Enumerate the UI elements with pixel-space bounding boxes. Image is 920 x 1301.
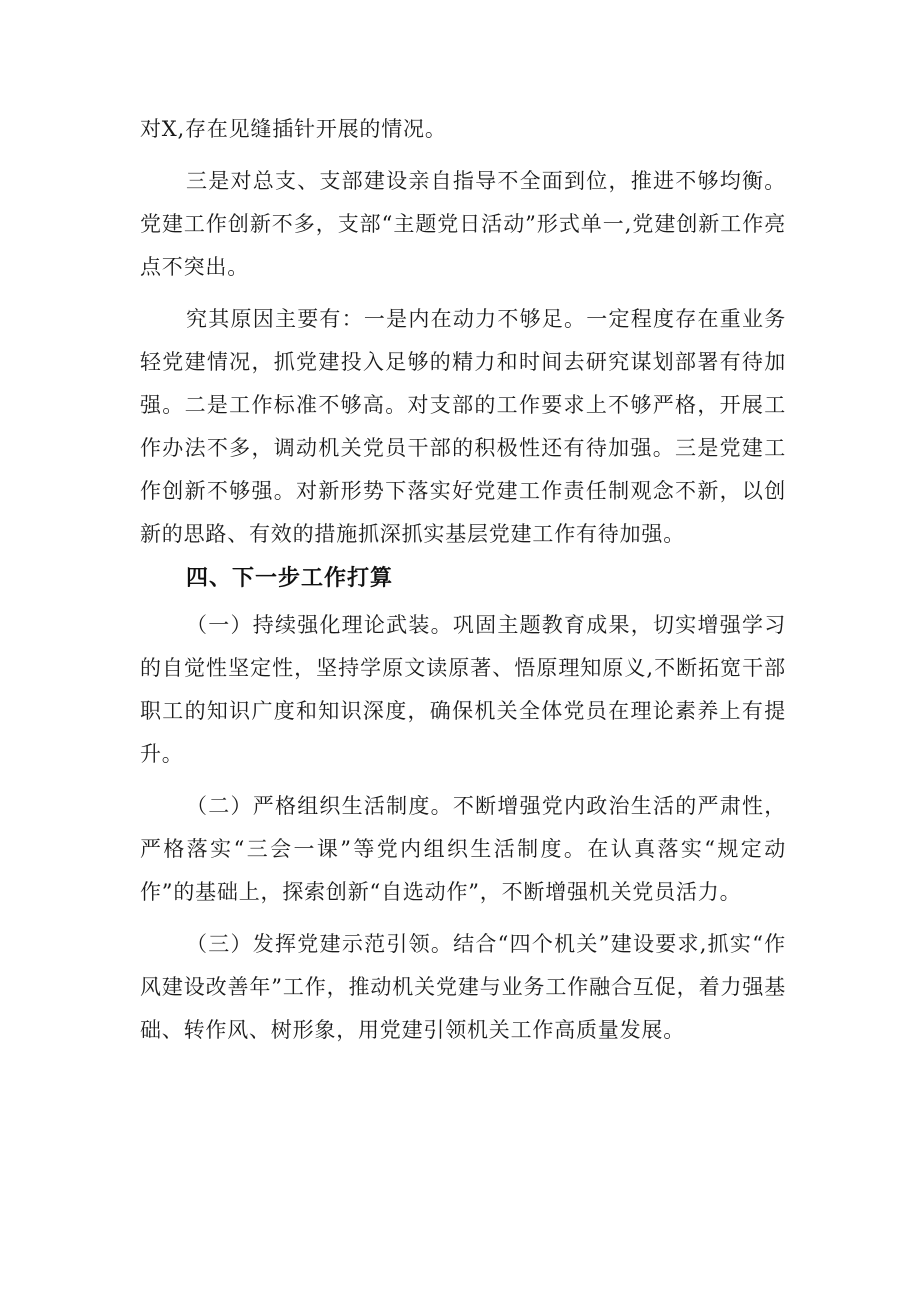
paragraph-third-issue: 三是对总支、支部建设亲自指导不全面到位，推进不够均衡。党建工作创新不多，支部“主题党日活动”形式单一,党建创新工作亮点不突出。 <box>140 169 786 279</box>
section-heading-next-steps: 四、下一步工作打算 <box>186 566 394 591</box>
paragraph-plan-2: （二）严格组织生活制度。不断增强党内政治生活的严肃性，严格落实“三会一课”等党内组织生活制度。在认真落实“规定动作”的基础上，探索创新“自选动作”，不断增强机关党员活力。 <box>140 794 786 904</box>
paragraph-plan-3: （三）发挥党建示范引领。结合“四个机关”建设要求,抓实“作风建设改善年”工作，推动机关党建与业务工作融合互促，着力强基础、转作风、树形象，用党建引领机关工作高质量发展。 <box>140 932 786 1042</box>
paragraph-plan-1: （一）持续强化理论武装。巩固主题教育成果，切实增强学习的自觉性坚定性，坚持学原文读原著、悟原理知原义,不断拓宽干部职工的知识广度和知识深度，确保机关全体党员在理论素养上有提升。 <box>140 613 786 766</box>
paragraph-root-causes: 究其原因主要有：一是内在动力不够足。一定程度存在重业务轻党建情况，抓党建投入足够的精力和时间去研究谋划部署有待加强。二是工作标准不够高。对支部的工作要求上不够严格，开展工作办法不多，调动机关党员干部的积极性还有待加强。三是党建工作创新不够强。对新形势下落实好党建工作责任制观念不新，以创新的思路、有效的措施抓深抓实基层党建工作有待加强。 <box>140 307 786 546</box>
document-body <box>140 108 786 1052</box>
paragraph-continuation: 对X,存在见缝插针开展的情况。 <box>140 117 447 141</box>
